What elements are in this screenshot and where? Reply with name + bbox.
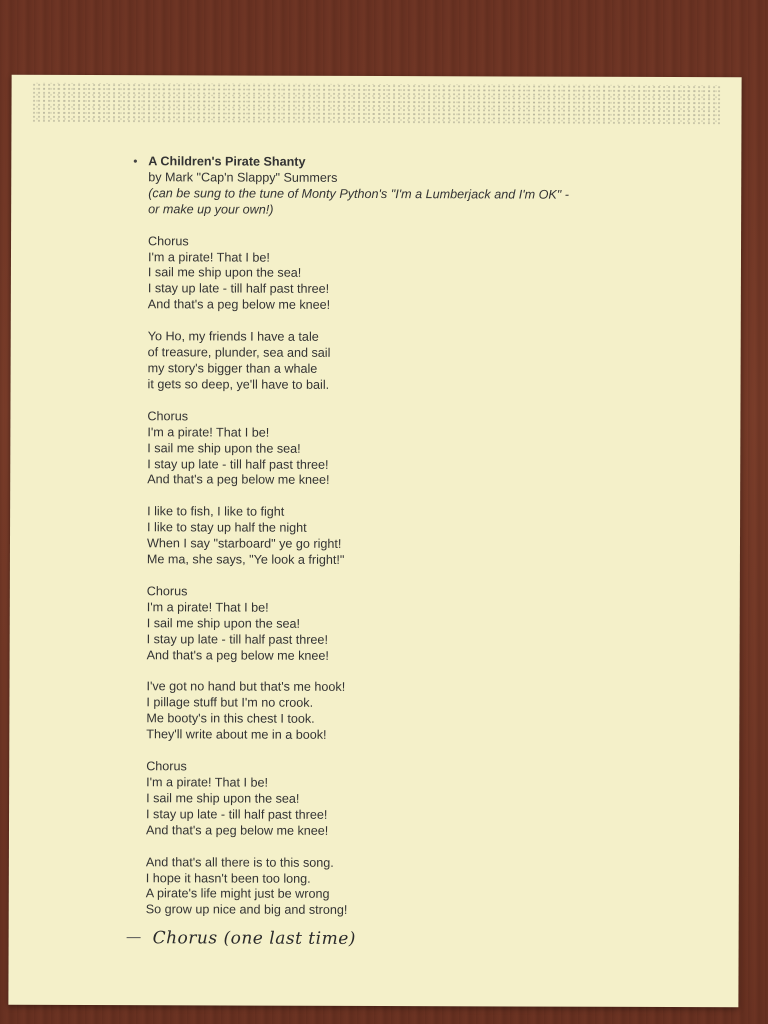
lyric-line: my story's bigger than a whale [147, 361, 318, 376]
lyric-line: So grow up nice and big and strong! [145, 902, 348, 918]
song-text [133, 154, 669, 920]
lyric-line: And that's a peg below me knee! [146, 647, 329, 663]
lyric-line: of treasure, plunder, sea and sail [147, 345, 331, 360]
chorus-heading: Chorus [146, 584, 188, 599]
stanzas [146, 234, 668, 920]
lyric-line: it gets so deep, ye'll have to bail. [147, 377, 330, 392]
lyric-line: I'm a pirate! That I be! [147, 424, 270, 440]
lyric-line: I sail me ship upon the sea! [146, 615, 301, 631]
toner-speckle [31, 83, 721, 125]
chorus-heading: Chorus [148, 233, 189, 248]
lyric-line: Me ma, she says, "Ye look a fright!" [146, 552, 345, 567]
lyric-line: A pirate's life might just be wrong [145, 886, 330, 902]
lyric-line: When I say "starboard" ye go right! [146, 536, 342, 552]
lyric-line: I stay up late - till half past three! [147, 456, 329, 472]
lyric-line: And that's all there is to this song. [145, 854, 334, 870]
lyric-line: I'm a pirate! That I be! [146, 775, 269, 790]
bullet-icon: • [133, 154, 138, 169]
lyric-line: I like to fish, I like to fight [147, 504, 285, 519]
lyric-line: I sail me ship upon the sea! [147, 440, 301, 456]
lyric-line: I stay up late - till half past three! [146, 631, 328, 647]
chorus-heading: Chorus [146, 759, 187, 774]
lyric-line: I pillage stuff but I'm no crook. [146, 695, 314, 711]
lyric-line: I stay up late - till half past three! [147, 281, 330, 297]
stanza [148, 329, 668, 394]
lyric-line: And that's a peg below me knee! [147, 297, 331, 313]
tune-note-line-1: (can be sung to the tune of Monty Python's "I'm a Lumberjack and I'm OK" - [148, 186, 570, 202]
lyric-line: I hope it hasn't been too long. [145, 870, 311, 886]
lyric-line: I've got no hand but that's me hook! [146, 679, 346, 695]
stanza [147, 584, 667, 665]
lyric-line: I like to stay up half the night [147, 520, 307, 535]
lyric-line: And that's a peg below me knee! [145, 822, 329, 838]
stanza [148, 234, 668, 315]
stanza [147, 505, 667, 570]
tune-note-line-2: or make up your own!) [148, 201, 274, 217]
lyric-line: And that's a peg below me knee! [147, 472, 330, 488]
stanza [147, 409, 667, 490]
lyric-line: They'll write about me in a book! [146, 727, 327, 743]
chorus-heading: Chorus [147, 408, 189, 424]
stanza [146, 855, 666, 920]
stanza [146, 759, 666, 840]
handwritten-dash [127, 937, 141, 938]
lyric-line: I sail me ship upon the sea! [147, 265, 302, 281]
lyric-line: I'm a pirate! That I be! [146, 600, 269, 615]
paper-sheet [8, 75, 741, 1008]
song-title: A Children's Pirate Shanty [148, 154, 306, 169]
handwritten-note: Chorus (one last time) [152, 928, 356, 949]
byline: by Mark "Cap'n Slappy" Summers [148, 170, 338, 185]
lyric-line: I'm a pirate! That I be! [147, 249, 270, 265]
lyric-line: Me booty's in this chest I took. [146, 711, 315, 727]
lyric-line: I sail me ship upon the sea! [146, 791, 300, 806]
lyric-line: I stay up late - till half past three! [146, 807, 328, 822]
lyric-line: Yo Ho, my friends I have a tale [147, 329, 319, 344]
stanza [146, 680, 666, 745]
